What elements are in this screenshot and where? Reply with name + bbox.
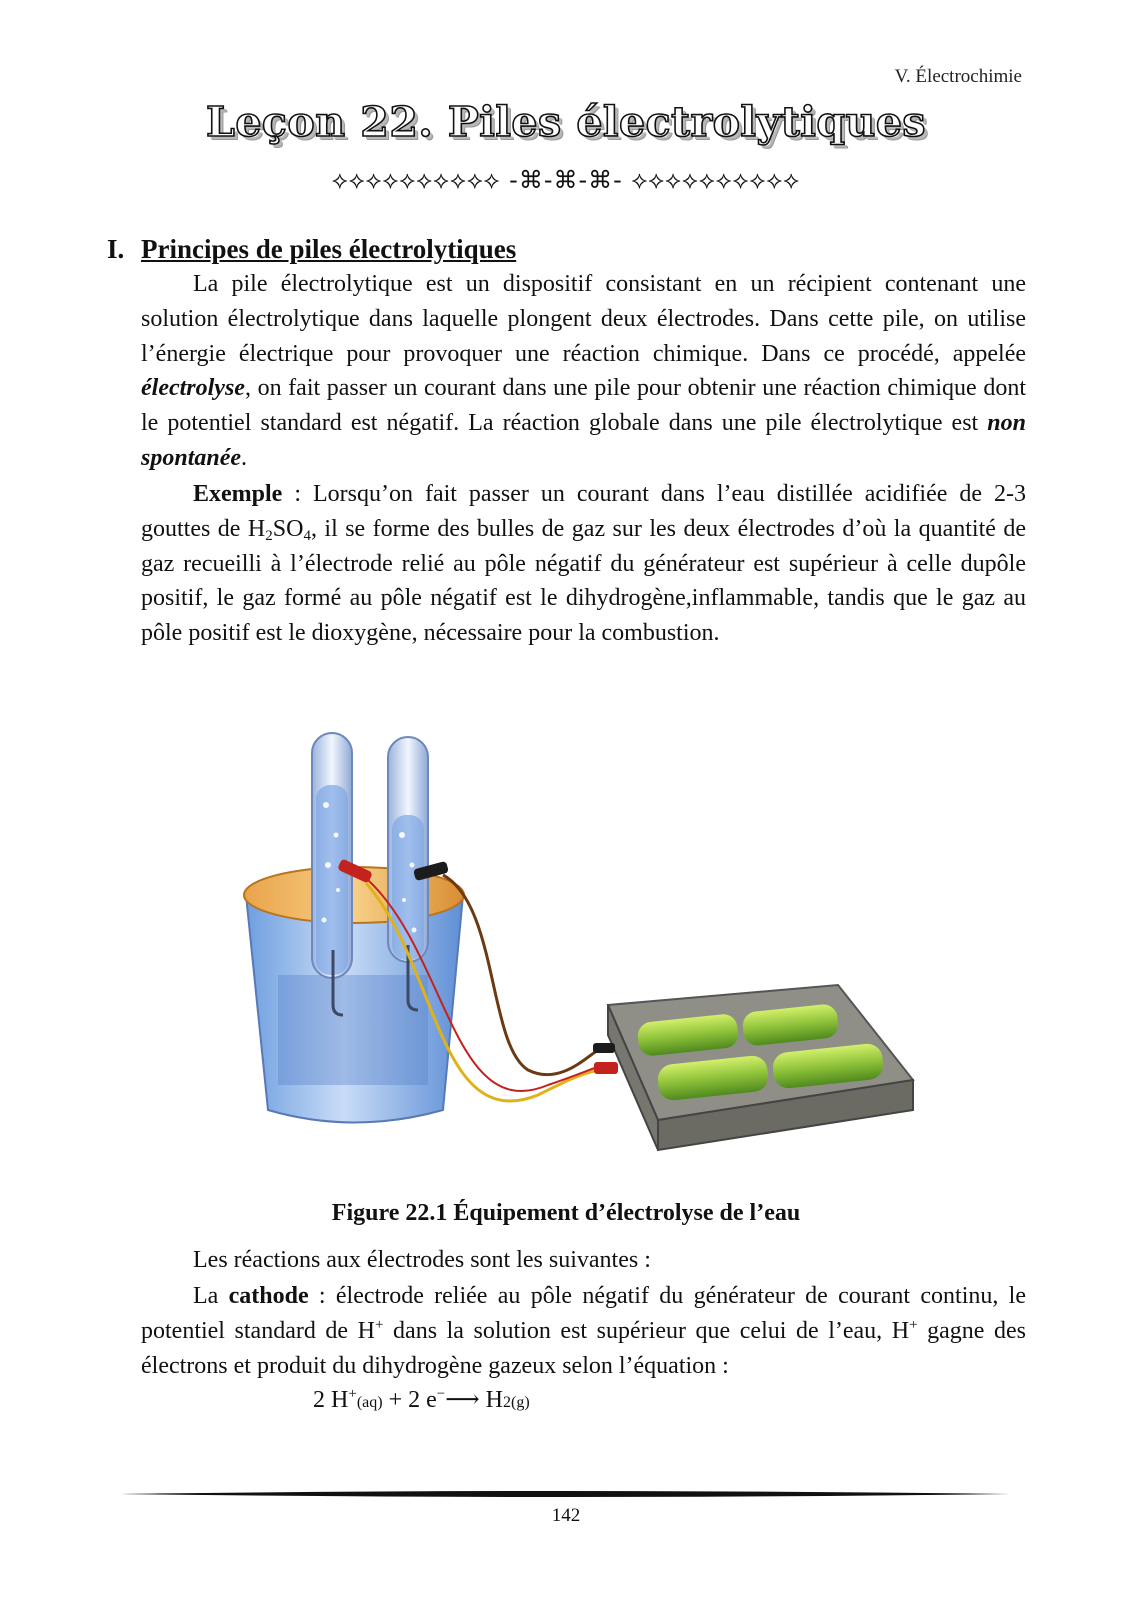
- page-number: 142: [551, 1505, 581, 1526]
- text-run: : Lorsqu’on fait passer un courant dans l’eau distillée acidifiée de 2-3 gouttes de H: [141, 481, 1026, 542]
- example-label: Exemple: [193, 481, 283, 507]
- lesson-title: Leçon 22. Piles électrolytiques: [206, 98, 926, 146]
- text-run: gagne des électrons et produit du dihydrogène gazeux selon l’équation :: [141, 1317, 1027, 1379]
- cathode-equation: [313, 1385, 530, 1414]
- section-title: Principes de piles électrolytiques: [141, 234, 517, 264]
- eq-term: + 2 e: [382, 1387, 437, 1413]
- section-heading: [107, 234, 516, 265]
- eq-term: H: [479, 1387, 503, 1413]
- superscript: +: [909, 1316, 918, 1333]
- electrolysis-apparatus-illustration: [238, 715, 958, 1175]
- section-number: I.: [107, 234, 125, 264]
- chapter-header: V. Électrochimie: [894, 66, 1022, 87]
- paragraph-definition: [141, 267, 1026, 476]
- text-run: : électrode reliée au pôle négatif du générateur de courant continu, le potentiel standard de H: [141, 1283, 1027, 1344]
- term-non-spontanee: non spontanée: [141, 410, 1026, 471]
- superscript: −: [436, 1386, 446, 1402]
- reaction-arrow: ⟶: [445, 1387, 480, 1413]
- term-cathode: cathode: [228, 1283, 309, 1309]
- text-run: SO: [272, 515, 304, 542]
- text-run: La: [193, 1283, 229, 1309]
- eq-state: (aq): [356, 1394, 383, 1411]
- text-run: dans la solution est supérieur que celui de l’eau, H: [383, 1317, 910, 1344]
- eq-term: 2 H: [313, 1387, 349, 1413]
- paragraph-cathode: [141, 1279, 1026, 1383]
- figure-caption: Figure 22.1 Équipement d’électrolyse de l’eau: [331, 1200, 801, 1226]
- text-run: , il se forme des bulles de gaz sur les deux électrodes d’où la quantité de gaz recueilli à l’électrode relié au pôle négatif du générateur est supérieur à celle dupôle positif, le gaz formé au pôle négatif est le dihydrogène,inflammable, tandis que le gaz au pôle positif est le dioxygène, nécessaire pour la combustion.: [141, 515, 1027, 647]
- text-run: Les réactions aux électrodes sont les suivantes :: [193, 1247, 651, 1273]
- term-electrolyse: électrolyse: [141, 375, 245, 402]
- text-run: , on fait passer un courant dans une pile pour obtenir une réaction chimique dont le potentiel standard est négatif. La réaction globale dans une pile électrolytique est: [141, 375, 1026, 437]
- subscript: 2: [265, 527, 273, 544]
- eq-state: 2(g): [502, 1394, 530, 1411]
- superscript: +: [348, 1386, 357, 1402]
- footer-rule: [120, 1488, 1010, 1500]
- subscript: 4: [303, 527, 311, 544]
- text-run: La pile électrolytique est un dispositif consistant en un récipient contenant une solution électrolytique dans laquelle plongent deux électrodes. Dans cette pile, on utilise l’énergie électrique pour provoquer une réaction chimique. Dans ce procédé, appelée: [141, 271, 1026, 367]
- superscript: +: [375, 1316, 384, 1333]
- decorative-ornament: ⟡⟡⟡⟡⟡⟡⟡⟡⟡⟡ -⌘-⌘-⌘- ⟡⟡⟡⟡⟡⟡⟡⟡⟡⟡: [331, 166, 801, 194]
- paragraph-reactions-intro: [141, 1243, 1026, 1278]
- text-run: .: [241, 444, 248, 471]
- paragraph-example: [141, 477, 1026, 651]
